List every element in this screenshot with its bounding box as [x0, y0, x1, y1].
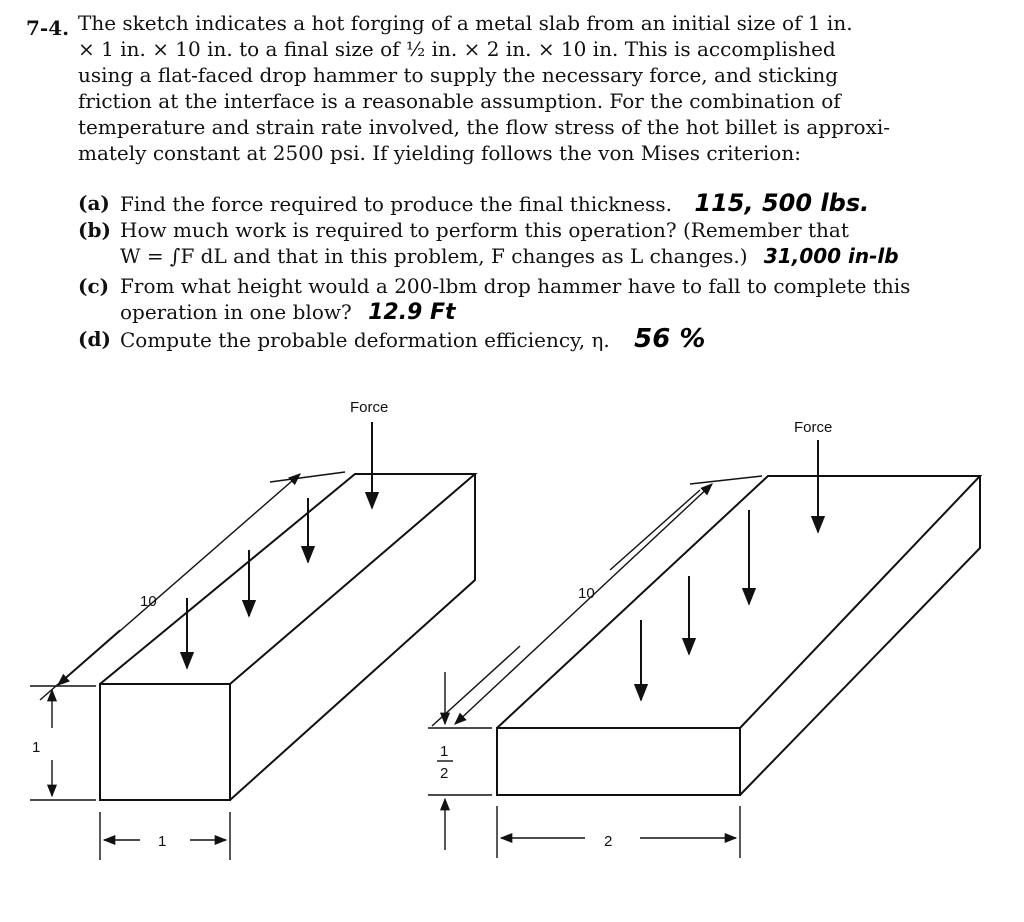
length-label: 10	[578, 585, 595, 602]
handwritten-answer: 56 %	[634, 324, 706, 354]
question-text: Compute the probable deformation efficiency, η.	[120, 328, 610, 352]
question-text: How much work is required to perform this operation? (Remember that	[120, 218, 849, 242]
question-text-cont: operation in one blow?	[120, 300, 352, 324]
handwritten-answer: 115, 500 lbs.	[694, 189, 870, 217]
slab-front-face	[497, 728, 740, 795]
question-text-cont: W = ∫F dL and that in this problem, F changes as L changes.)	[120, 244, 748, 268]
problem-line: mately constant at 2500 psi. If yielding follows the von Mises criterion:	[78, 141, 801, 165]
problem-line: The sketch indicates a hot forging of a metal slab from an initial size of 1 in.	[78, 11, 853, 35]
question-a	[78, 190, 958, 217]
slab-top-face	[100, 474, 475, 684]
question-d	[78, 326, 958, 353]
initial-slab	[100, 474, 475, 800]
slab-side-face	[740, 476, 980, 795]
question-text: From what height would a 200-lbm drop hammer have to fall to complete this	[120, 274, 911, 298]
problem-number: 7-4.	[26, 16, 70, 40]
question-label: (c)	[78, 274, 110, 298]
question-list	[78, 190, 958, 353]
slab-side-face	[230, 474, 475, 800]
problem-line: friction at the interface is a reasonable assumption. For the combination of	[78, 89, 841, 113]
width-label: 2	[604, 833, 613, 850]
length-label: 10	[140, 593, 157, 610]
question-label: (a)	[78, 191, 110, 215]
question-text: Find the force required to produce the final thickness.	[120, 192, 673, 216]
question-b	[78, 217, 958, 269]
force-label: Force	[794, 419, 833, 436]
slab-front-face	[100, 684, 230, 800]
question-c	[78, 273, 958, 326]
problem-line: using a flat-faced drop hammer to supply the necessary force, and sticking	[78, 63, 839, 87]
height-denominator: 2	[440, 765, 449, 782]
right-width-dimension	[497, 806, 740, 858]
final-slab	[497, 476, 980, 795]
slab-top-face	[497, 476, 980, 728]
width-label: 1	[158, 833, 167, 850]
initial-force-arrows	[187, 422, 372, 668]
right-length-dimension	[432, 476, 762, 726]
height-label: 1	[32, 739, 41, 756]
question-label: (d)	[78, 327, 111, 351]
force-label: Force	[350, 399, 389, 416]
problem-statement	[78, 10, 938, 166]
forging-sketch	[0, 380, 1024, 900]
question-label: (b)	[78, 218, 111, 242]
problem-line: × 1 in. × 10 in. to a final size of ½ in. × 2 in. × 10 in. This is accomplished	[78, 37, 836, 61]
handwritten-answer: 12.9 Ft	[368, 300, 456, 325]
problem-line: temperature and strain rate involved, the flow stress of the hot billet is approxi-	[78, 115, 890, 139]
height-numerator: 1	[440, 743, 449, 760]
handwritten-answer: 31,000 in-lb	[763, 244, 899, 268]
left-length-dimension	[40, 472, 345, 700]
